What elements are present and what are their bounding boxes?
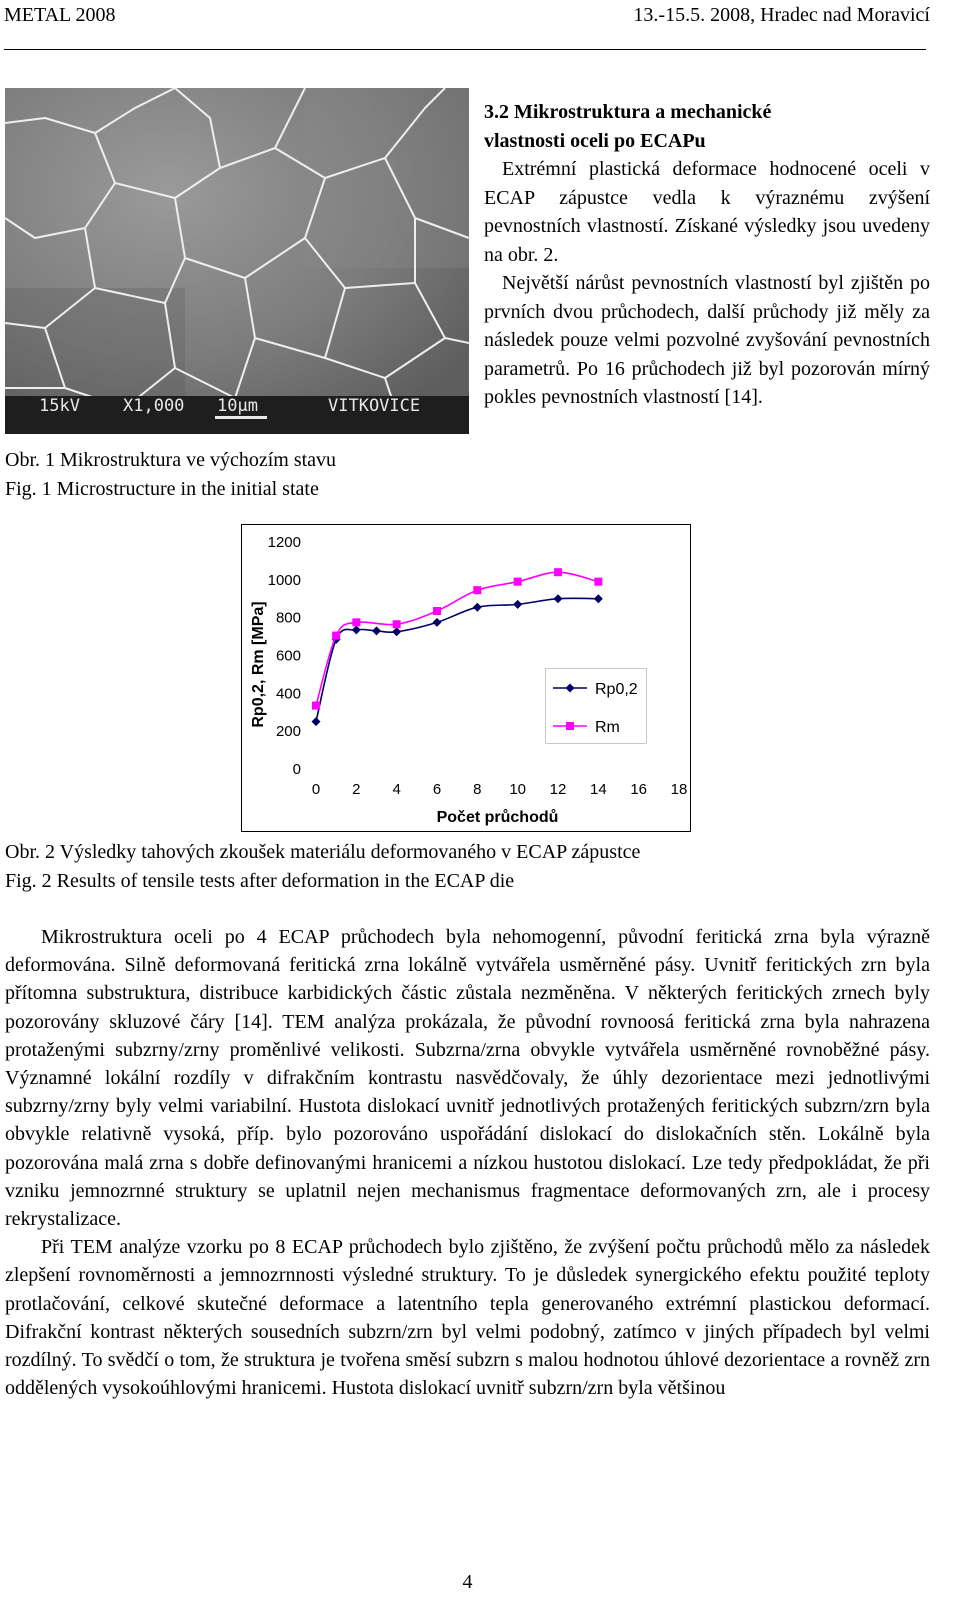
- y-tick-label: 400: [275, 685, 301, 703]
- data-point-rp0-2: [594, 594, 603, 603]
- legend-label-rm: Rm: [595, 719, 620, 736]
- figure1-caption: [5, 446, 336, 504]
- x-tick-label: 14: [589, 781, 607, 798]
- figure2-caption-en: Fig. 2 Results of tensile tests after deformation in the ECAP die: [5, 870, 515, 892]
- section-heading-line2: vlastnosti oceli po ECAPu: [484, 129, 706, 152]
- x-tick-label: 8: [473, 781, 482, 798]
- y-tick-label: 600: [275, 647, 301, 665]
- sem-voltage: 15kV: [39, 396, 80, 416]
- legend-label-rp0-2: Rp0,2: [595, 681, 638, 698]
- x-tick-label: 4: [392, 781, 401, 798]
- data-point-rp0-2: [392, 627, 401, 636]
- x-tick-label: 6: [432, 781, 442, 798]
- sem-micrograph: [5, 88, 469, 434]
- section-heading-line1: 3.2 Mikrostruktura a mechanické: [484, 101, 772, 123]
- figure1-caption-en: Fig. 1 Microstructure in the initial state: [5, 478, 319, 500]
- page-number: 4: [462, 1571, 473, 1593]
- data-point-rm: [433, 607, 441, 615]
- data-point-rp0-2: [433, 618, 442, 627]
- data-point-rp0-2: [352, 625, 361, 634]
- data-point-rm: [514, 578, 522, 586]
- tensile-chart-svg: [241, 524, 691, 832]
- data-point-rm: [352, 618, 360, 626]
- data-point-rm: [312, 702, 320, 710]
- x-axis-title: Počet průchodů: [436, 809, 559, 826]
- figure1-caption-cz: Obr. 1 Mikrostruktura ve výchozím stavu: [5, 449, 337, 471]
- data-point-rm: [393, 620, 401, 628]
- data-point-rp0-2: [554, 594, 563, 603]
- sem-scale-label: 10μm: [217, 396, 258, 416]
- x-tick-label: 16: [630, 781, 648, 798]
- y-tick-label: 1000: [267, 571, 301, 589]
- x-tick-label: 2: [352, 781, 361, 798]
- data-point-rp0-2: [473, 603, 482, 612]
- data-point-rm: [554, 568, 562, 576]
- sem-lab-label: VITKOVICE: [328, 396, 421, 416]
- y-tick-label: 1200: [267, 534, 301, 551]
- data-point-rm: [473, 586, 481, 594]
- legend-marker-rm: [566, 722, 574, 730]
- y-tick-label: 800: [275, 609, 301, 627]
- data-point-rp0-2: [312, 717, 321, 726]
- header-rule: [4, 49, 926, 50]
- data-point-rp0-2: [513, 600, 522, 609]
- x-tick-label: 0: [311, 781, 321, 798]
- data-point-rm: [332, 632, 340, 640]
- conference-name: METAL 2008: [4, 4, 116, 26]
- body-text: [5, 923, 930, 1402]
- data-point-rp0-2: [372, 626, 381, 635]
- y-axis-title: Rp0,2, Rm [MPa]: [250, 601, 267, 728]
- body-paragraph-2: Při TEM analýze vzorku po 8 ECAP průchodech bylo zjištěno, že zvýšení počtu průchodů mělo za následek zlepšení rovnoměrnosti a jemnozrnnosti výsledné struktury. To je důsledek synergického efektu použité teploty protlačování, celkové skutečné deformace a latentního tepla generovaného extrémní plastickou deformací. Difrakční kontrast některých sousedních subzrn/zrn byl velmi podobný, zatímco v jiných případech byl velmi rozdílný. To svědčí o tom, že struktura je tvořena směsí subzrn s malou hodnotou úhlové dezorientace a rovněž zrn oddělených vysokoúhlovými hranicemi. Hustota dislokací uvnitř subzrn/zrn byla většinou: [5, 1236, 930, 1400]
- data-point-rm: [594, 578, 602, 586]
- x-tick-label: 12: [549, 781, 567, 798]
- tensile-chart: [241, 524, 691, 832]
- conference-date-place: 13.-15.5. 2008, Hradec nad Moravicí: [633, 4, 930, 26]
- sem-magnification: X1,000: [123, 396, 185, 416]
- page-header: [4, 2, 930, 36]
- sem-scale-bar: [215, 416, 267, 419]
- figure2-caption-cz: Obr. 2 Výsledky tahových zkoušek materiálu deformovaného v ECAP zápustce: [5, 841, 641, 863]
- section-paragraph-2: Největší nárůst pevnostních vlastností byl zjištěn po prvních dvou průchodech, další průchody již měly za následek pouze velmi pozvolné zvyšování pevnostních parametrů. Po 16 průchodech již byl pozorován mírný pokles pevnostních vlastností [14].: [484, 272, 930, 408]
- figure2-caption: [5, 838, 640, 896]
- y-tick-label: 0: [292, 761, 301, 778]
- section-3-2: [484, 98, 930, 412]
- x-tick-label: 10: [509, 781, 527, 798]
- section-paragraph-1: Extrémní plastická deformace hodnocené oceli v ECAP zápustce vedla k výraznému zvýšení pevnostních vlastností. Získané výsledky jsou uvedeny na obr. 2.: [484, 158, 930, 266]
- y-tick-label: 200: [275, 723, 301, 741]
- x-tick-label: 18: [670, 781, 688, 798]
- body-paragraph-1: Mikrostruktura oceli po 4 ECAP průchodech byla nehomogenní, původní feritická zrna byla výrazně deformována. Silně deformovaná feritická zrna lokálně vytvářela usměrněné pásy. Uvnitř feritických zrn byla přítomna substruktura, distribuce karbidických částic zůstala nezměněna. V některých feritických zrnech byly pozorovány skluzové čáry [14]. TEM analýza prokázala, že původní rovnoosá feritická zrna byla nahrazena protaženými subzrny/zrny proměnlivé velikosti. Subzrna/zrna obvykle vytvářela usměrněné rovnoběžné pásy. Významné lokální rozdíly v difrakčním kontrastu nasvědčovaly, že úhly dezorientace mezi jednotlivými subzrny/zrny byly velmi variabilní. Hustota dislokací uvnitř jednotlivých protažených feritických subzrn/zrn byla obvykle relativně vysoká, příp. bylo pozorováno uspořádání dislokací do dislokačních stěn. Lokálně byla pozorována malá zrna s dobře definovanými hranicemi a nízkou hustotou dislokací. Lze tedy předpokládat, že při vzniku jemnozrnné struktury se uplatnil nejen mechanismus fragmentace deformovaných zrn, ale i procesy rekrystalizace.: [5, 926, 930, 1231]
